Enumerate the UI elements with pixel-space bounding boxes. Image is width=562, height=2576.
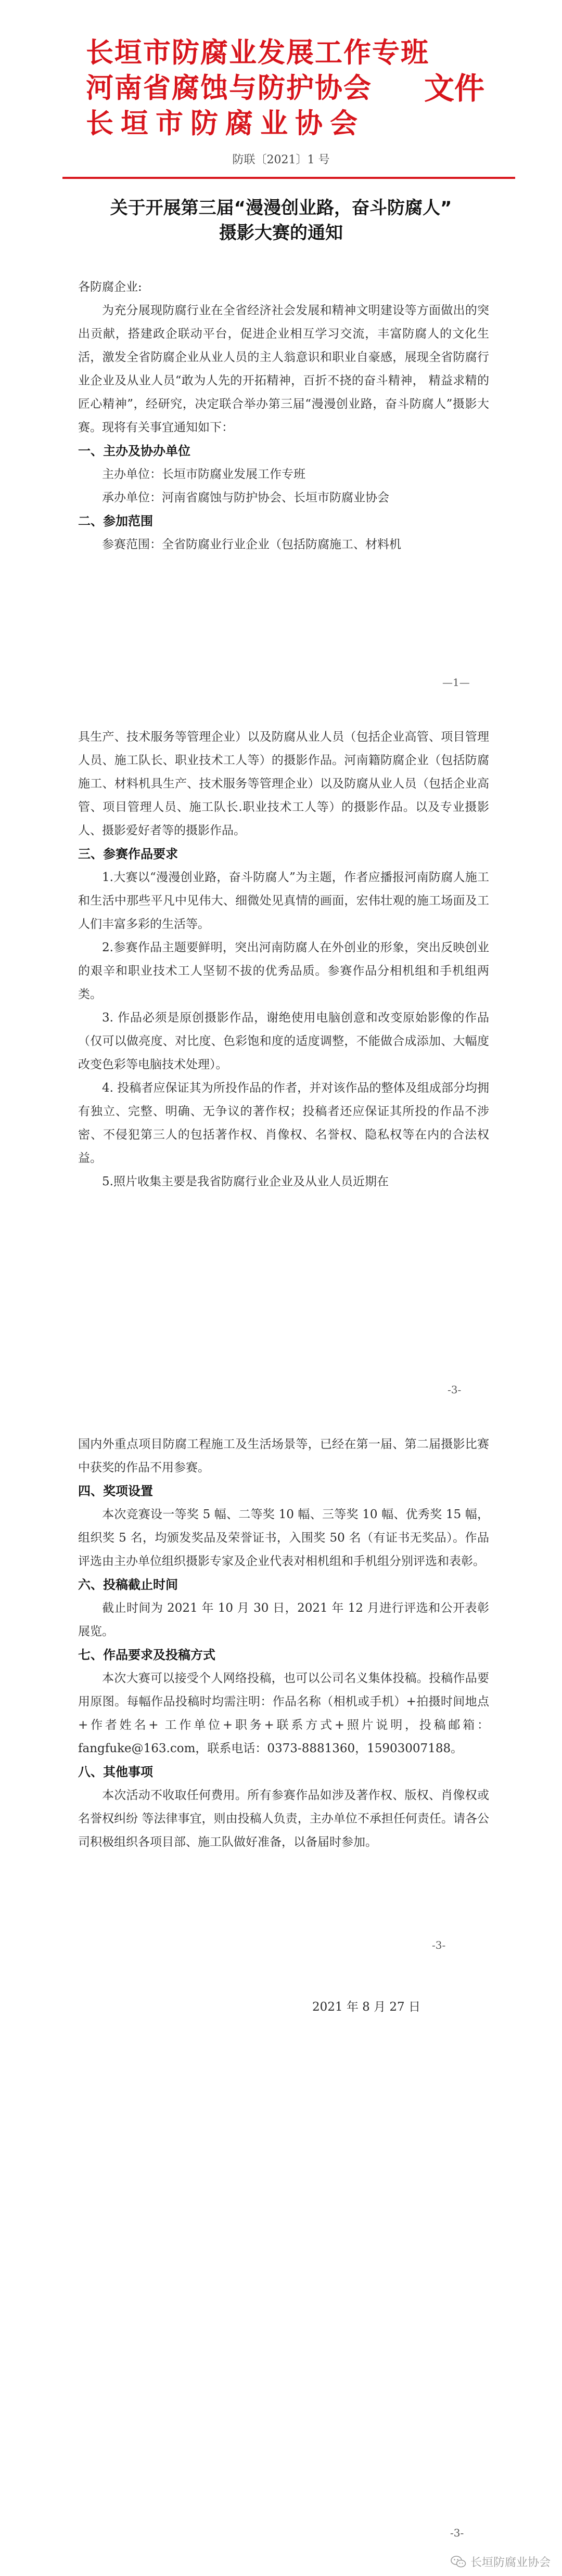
deadline-paragraph: 截止时间为 2021 年 10 月 30 日，2021 年 12 月进行评选和公开表彰展览。	[78, 1601, 489, 1638]
requirement-2: 2.参赛作品主题要鲜明，突出河南防腐人在外创业的形象，突出反映创业的艰辛和职业技术工人坚韧不拔的优秀品质。参赛作品分相机组和手机组两类。	[78, 941, 489, 1001]
org-name-1: 长垣市防腐业发展工作专班	[86, 37, 429, 69]
co-host-unit: 承办单位：河南省腐蚀与防护协会、长垣市防腐业协会	[102, 491, 389, 504]
section-3-heading: 三、参赛作品要求	[78, 847, 178, 861]
wechat-icon	[451, 2555, 466, 2569]
red-divider	[62, 177, 515, 179]
page-number-1: —1—	[442, 676, 470, 689]
document-number: 防联〔2021〕1 号	[232, 153, 330, 166]
section-8-heading: 八、其他事项	[78, 1765, 153, 1779]
section-2-heading: 二、参加范围	[78, 514, 153, 528]
scope-paragraph: 参赛范围：全省防腐业行业企业（包括防腐施工、材料机	[102, 538, 401, 551]
requirement-3: 3. 作品必须是原创摄影作品，谢绝使用电脑创意和改变原始影像的作品（仅可以做亮度、对比度、色彩饱和度的适度调整，不能做合成添加、大幅度改变色彩等电脑技术处理）。	[78, 1011, 489, 1071]
requirement-4: 4. 投稿者应保证其为所投作品的作者，并对该作品的整体及组成部分均拥有独立、完整、明确、无争议的著作权；投稿者还应保证其所投的作品不涉密、不侵犯第三人的包括著作权、肖像权、名誉权、隐私权等在内的合法权益。	[78, 1081, 489, 1165]
wechat-watermark	[451, 2554, 551, 2570]
page-3-body	[78, 1433, 489, 1854]
document-label: 文件	[424, 71, 485, 106]
host-unit: 主办单位：长垣市防腐业发展工作专班	[102, 468, 305, 481]
requirement-5: 5.照片收集主要是我省防腐行业企业及从业人员近期在	[102, 1175, 389, 1188]
awards-paragraph: 本次竞赛设一等奖 5 幅、二等奖 10 幅、三等奖 10 幅、优秀奖 15 幅，组织奖 5 名，均颁发奖品及荣誉证书，入围奖 50 名（有证书无奖品）。作品评选由主办单位组织摄影专家及企业代表对相机组和手机组分别评选和表彰。	[78, 1508, 489, 1568]
section-6-heading: 六、投稿截止时间	[78, 1577, 178, 1592]
page-number-2: -3-	[448, 1383, 462, 1396]
document-header	[0, 0, 562, 166]
intro-paragraph: 为充分展现防腐行业在全省经济社会发展和精神文明建设等方面做出的突出贡献，搭建政企联动平台，促进企业相互学习交流，丰富防腐人的文化生活，激发全省防腐企业从业人员的主人翁意识和职业自豪感，展现全省防腐行业企业及从业人员“敢为人先的开拓精神，百折不挠的奋斗精神， 精益求精的匠心精神”，经研究，决定联合举办第三届“漫漫创业路，奋斗防腐人”摄影大赛。现将有关事宜通知如下：	[78, 304, 489, 434]
other-matters-paragraph: 本次活动不收取任何费用。所有参赛作品如涉及著作权、版权、肖像权或名誉权纠纷 等法律事宜，则由投稿人负责，主办单位不承担任何责任。请各公司积极组织各项目部、施工队做好准备，以备届时参加。	[78, 1789, 489, 1849]
submission-paragraph: 本次大赛可以接受个人网络投稿，也可以公司名义集体投稿。投稿作品要用原图。每幅作品投稿时均需注明：作品名称（相机或手机）+拍摄时间地点+作者姓名+ 工作单位+职务+联系方式+照片说明，投稿邮箱：fangfuke@163.com，联系电话：0373-8881360，15903007188。	[78, 1672, 489, 1755]
scope-continuation: 具生产、技术服务等管理企业）以及防腐从业人员（包括企业高管、项目管理人员、施工队长、职业技术工人等）的摄影作品。河南籍防腐企业（包括防腐施工、材料机具生产、技术服务等管理企业）以及防腐从业人员（包括企业高管、项目管理人员、施工队长.职业技术工人等）的摄影作品。以及专业摄影人、摄影爱好者等的摄影作品。	[78, 730, 489, 837]
org-name-2: 河南省腐蚀与防护协会	[86, 72, 372, 104]
section-7-heading: 七、作品要求及投稿方式	[78, 1648, 215, 1662]
org-name-3: 长垣市防腐业协会	[86, 108, 365, 139]
issue-date: 2021 年 8 月 27 日	[312, 2000, 420, 2014]
requirement-5-continuation: 国内外重点项目防腐工程施工及生活场景等，已经在第一届、第二届摄影比赛中获奖的作品不用参赛。	[78, 1438, 489, 1474]
page-number-4: -3-	[450, 2527, 464, 2539]
section-1-heading: 一、主办及协办单位	[78, 444, 190, 458]
document-title-line-2: 摄影大赛的通知	[219, 223, 343, 243]
document-title-line-1: 关于开展第三届“漫漫创业路，奋斗防腐人”	[110, 198, 452, 218]
page-2-body	[78, 726, 489, 1194]
watermark-text: 长垣防腐业协会	[470, 2556, 551, 2569]
section-4-heading: 四、奖项设置	[78, 1484, 153, 1498]
page-number-3: -3-	[432, 1939, 446, 1951]
salutation: 各防腐企业:	[78, 280, 142, 294]
requirement-1: 1.大赛以“漫漫创业路，奋斗防腐人”为主题，作者应播报河南防腐人施工和生活中那些平凡中见伟大、细微处见真情的画面，宏伟壮观的施工场面及工人们丰富多彩的生活等。	[78, 871, 489, 931]
page-1-body	[78, 276, 489, 556]
